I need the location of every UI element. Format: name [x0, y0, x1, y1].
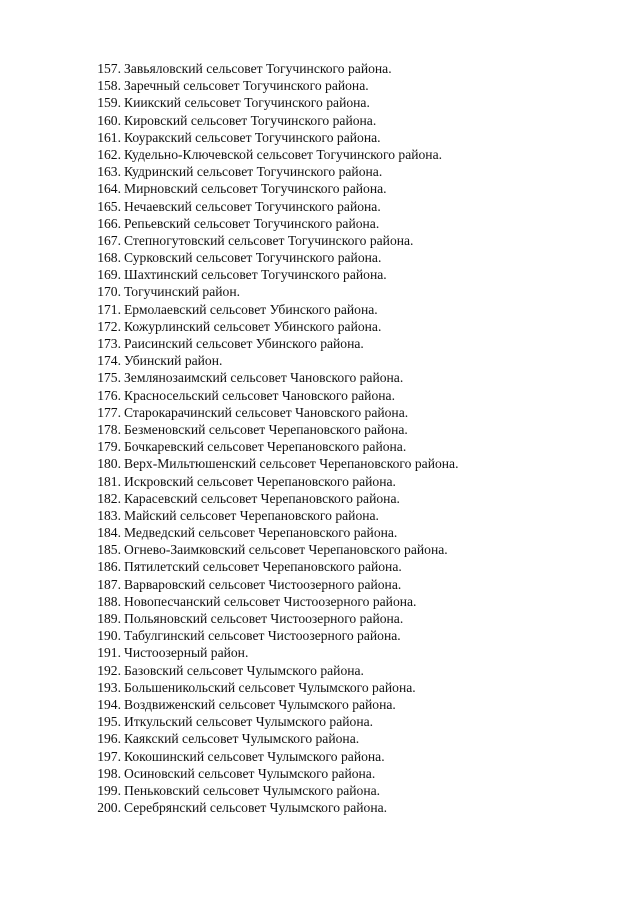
list-item-text: Базовский сельсовет Чулымского района.: [124, 662, 364, 678]
list-item-number: 179.: [97, 439, 121, 455]
list-item-text: Киикский сельсовет Тогучинского района.: [124, 95, 370, 111]
list-item-text: Заречный сельсовет Тогучинского района.: [124, 78, 369, 94]
list-item-text: Безменовский сельсовет Черепановского района.: [124, 421, 408, 437]
list-item-number: 173.: [97, 336, 121, 351]
list-item: [90, 644, 458, 661]
list-item: [90, 404, 458, 421]
list-item: [90, 60, 458, 77]
list-item: [90, 421, 458, 438]
list-item-number: 194.: [97, 696, 121, 712]
list-item: [90, 180, 458, 197]
list-item-text: Мирновский сельсовет Тогучинского района.: [124, 181, 387, 197]
list-item: [90, 507, 458, 524]
list-item: [90, 249, 458, 266]
list-item-text: Кировский сельсовет Тогучинского района.: [124, 112, 377, 128]
list-item-number: 187.: [97, 576, 121, 592]
list-item-text: Землянозаимский сельсовет Чановского района.: [124, 370, 404, 386]
list-item-number: 166.: [97, 215, 121, 231]
list-item-number: 185.: [97, 542, 121, 558]
list-item-text: Раисинский сельсовет Убинского района.: [124, 336, 364, 351]
list-item-number: 170.: [97, 284, 121, 300]
list-item-number: 189.: [97, 611, 121, 626]
list-item-text: Большеникольский сельсовет Чулымского района.: [124, 679, 416, 695]
list-item-number: 197.: [97, 748, 121, 764]
list-item-number: 168.: [97, 250, 121, 266]
list-item-number: 200.: [97, 800, 121, 816]
list-item-number: 164.: [97, 181, 121, 197]
list-item: [90, 473, 458, 490]
list-item-text: Чистоозерный район.: [124, 645, 249, 661]
list-item-text: Кудринский сельсовет Тогучинского района.: [124, 164, 383, 180]
list-item-text: Шахтинский сельсовет Тогучинского района.: [124, 267, 387, 283]
list-item: [90, 129, 458, 146]
list-item: [90, 765, 458, 782]
list-item-text: Старокарачинский сельсовет Чановского района.: [124, 404, 409, 420]
list-item-number: 188.: [97, 593, 121, 609]
list-item-text: Кожурлинский сельсовет Убинского района.: [124, 318, 382, 334]
list-item-text: Табулгинский сельсовет Чистоозерного района.: [124, 628, 401, 644]
list-item-number: 165.: [97, 198, 121, 214]
list-item-text: Кокошинский сельсовет Чулымского района.: [124, 748, 385, 764]
list-item-text: Воздвиженский сельсовет Чулымского района.: [124, 696, 396, 712]
list-item: [90, 696, 458, 713]
list-item: [90, 679, 458, 696]
list-item-number: 171.: [97, 301, 121, 317]
list-item: [90, 215, 458, 232]
list-item-text: Репьевский сельсовет Тогучинского района.: [124, 215, 380, 231]
list-item: [90, 558, 458, 575]
list-item-number: 163.: [97, 164, 121, 180]
list-item-number: 167.: [97, 232, 121, 248]
list-item: [90, 232, 458, 249]
list-item-text: Пеньковский сельсовет Чулымского района.: [124, 782, 381, 798]
list-item: [90, 748, 458, 765]
list-item-number: 172.: [97, 318, 121, 334]
list-item-text: Искровский сельсовет Черепановского района.: [124, 473, 396, 489]
list-item: [90, 112, 458, 129]
list-item: [90, 318, 458, 335]
list-item-text: Серебрянский сельсовет Чулымского района.: [124, 800, 388, 816]
list-item-number: 161.: [97, 129, 121, 145]
list-item-number: 158.: [97, 78, 121, 94]
list-item-text: Медведский сельсовет Черепановского района.: [124, 525, 398, 541]
list-item-number: 192.: [97, 662, 121, 678]
list-item: [90, 301, 458, 318]
list-item-number: 182.: [97, 490, 121, 506]
list-item: [90, 163, 458, 180]
list-item-text: Новопесчанский сельсовет Чистоозерного района.: [124, 593, 417, 609]
list-item-text: Пятилетский сельсовет Черепановского района.: [124, 559, 402, 575]
list-item: [90, 352, 458, 369]
list-item-text: Осиновский сельсовет Чулымского района.: [124, 765, 376, 781]
list-item-number: 159.: [97, 95, 121, 111]
list-item: [90, 490, 458, 507]
list-item: [90, 455, 458, 472]
list-item-number: 191.: [97, 645, 121, 661]
list-item-number: 198.: [97, 765, 121, 781]
list-item: [90, 266, 458, 283]
list-item-text: Каякский сельсовет Чулымского района.: [124, 731, 360, 747]
list-item-text: Кудельно-Ключевской сельсовет Тогучинского района.: [124, 146, 443, 162]
list-item-number: 195.: [97, 714, 121, 730]
list-item: [90, 387, 458, 404]
list-item: [90, 541, 458, 558]
list-item-text: Ермолаевский сельсовет Убинского района.: [124, 301, 378, 317]
list-item-text: Карасевский сельсовет Черепановского района.: [124, 490, 400, 506]
list-item-text: Польяновский сельсовет Чистоозерного района.: [124, 611, 404, 626]
list-item: [90, 94, 458, 111]
list-item-text: Варваровский сельсовет Чистоозерного района.: [124, 576, 402, 592]
list-item-number: 183.: [97, 507, 121, 523]
list-item: [90, 799, 458, 816]
list-item: [90, 713, 458, 730]
list-item: [90, 662, 458, 679]
list-item: [90, 593, 458, 610]
list-item-number: 190.: [97, 628, 121, 644]
list-item-text: Майский сельсовет Черепановского района.: [124, 507, 379, 523]
list-item-number: 162.: [97, 146, 121, 162]
list-item-text: Верх-Мильтюшенский сельсовет Черепановского района.: [124, 456, 459, 472]
list-item: [90, 438, 458, 455]
numbered-list: [90, 60, 458, 816]
list-item-text: Завьяловский сельсовет Тогучинского района.: [124, 61, 392, 76]
list-item-number: 186.: [97, 559, 121, 575]
list-item-number: 196.: [97, 731, 121, 747]
list-item: [90, 335, 458, 352]
list-item-text: Коуракский сельсовет Тогучинского района.: [124, 129, 381, 145]
list-item-number: 176.: [97, 387, 121, 403]
list-item-number: 180.: [97, 456, 121, 472]
list-item-text: Нечаевский сельсовет Тогучинского района.: [124, 198, 381, 214]
list-item-text: Степногутовский сельсовет Тогучинского района.: [124, 232, 414, 248]
list-item-number: 199.: [97, 782, 121, 798]
list-item-text: Огнево-Заимковский сельсовет Черепановского района.: [124, 542, 448, 558]
list-item: [90, 283, 458, 300]
list-item-number: 160.: [97, 112, 121, 128]
list-item-number: 184.: [97, 525, 121, 541]
list-item: [90, 782, 458, 799]
list-item-number: 193.: [97, 679, 121, 695]
list-item-number: 181.: [97, 473, 121, 489]
list-item-text: Сурковский сельсовет Тогучинского района.: [124, 250, 382, 266]
list-item-number: 174.: [97, 353, 121, 369]
list-item: [90, 730, 458, 747]
list-item: [90, 524, 458, 541]
list-item-text: Тогучинский район.: [124, 284, 240, 300]
list-item-text: Бочкаревский сельсовет Черепановского района.: [124, 439, 407, 455]
list-item-number: 178.: [97, 421, 121, 437]
list-item-text: Убинский район.: [124, 353, 223, 369]
list-item: [90, 77, 458, 94]
list-item-number: 175.: [97, 370, 121, 386]
list-item: [90, 369, 458, 386]
list-item: [90, 627, 458, 644]
list-item-text: Красносельский сельсовет Чановского района.: [124, 387, 395, 403]
list-item: [90, 146, 458, 163]
list-item: [90, 610, 458, 627]
list-item-text: Иткульский сельсовет Чулымского района.: [124, 714, 374, 730]
list-item: [90, 198, 458, 215]
list-item-number: 177.: [97, 404, 121, 420]
list-item-number: 169.: [97, 267, 121, 283]
list-item-number: 157.: [97, 61, 121, 76]
list-item: [90, 576, 458, 593]
